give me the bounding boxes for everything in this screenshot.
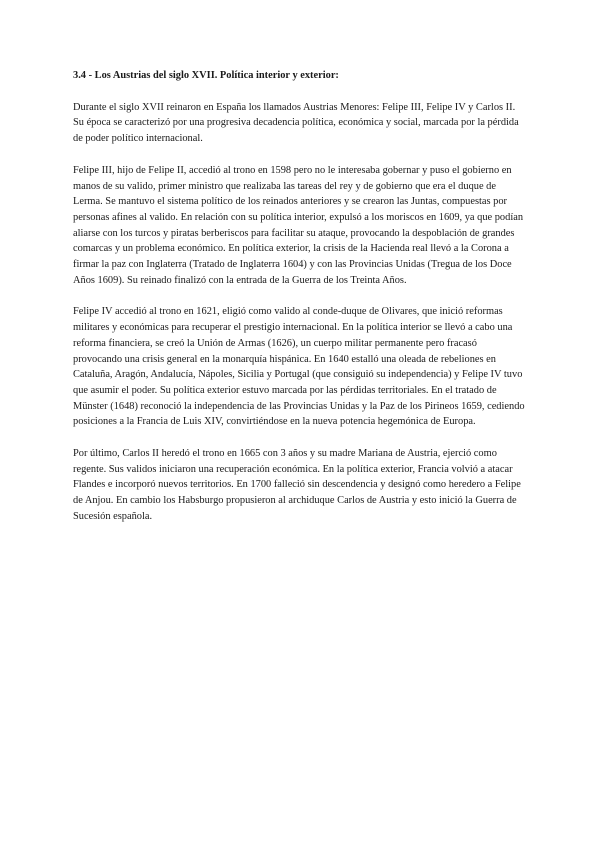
paragraph-intro: Durante el siglo XVII reinaron en España los llamados Austrias Menores: Felipe III, Felipe IV y Carlos II. Su época se caracterizó por una progresiva decadencia política, económica y social, marcada por la pérdida de poder político internacional. bbox=[73, 101, 519, 145]
paragraph-felipe-iii: Felipe III, hijo de Felipe II, accedió al trono en 1598 pero no le interesaba gobernar y puso el gobierno en manos de su valido, primer ministro que realizaba las tareas del rey y de gobierno que era el duque de Lerma. Se mantuvo el sistema político de los reinados anteriores y se crearon las Juntas, compuestas por personas afines al valido. En relación con su política interior, expulsó a los moriscos en 1609, ya que podían aliarse con los turcos y piratas berberiscos para facilitar su ataque, provocando la despoblación de grandes comarcas y un problema económico. En política exterior, la crisis de la Hacienda real llevó a la Corona a firmar la paz con Inglaterra (Tratado de Inglaterra 1604) y con las Provincias Unidas (Tregua de los Doce Años 1609). Su reinado finalizó con la entrada de la Guerra de los Treinta Años. bbox=[73, 164, 524, 286]
section-heading: 3.4 - Los Austrias del siglo XVII. Política interior y exterior: bbox=[73, 70, 339, 81]
paragraph-carlos-ii: Por último, Carlos II heredó el trono en 1665 con 3 años y su madre Mariana de Austria, ejerció como regente. Sus validos iniciaron una recuperación económica. En la política exterior, Francia volvió a atacar Flandes e incorporó nuevos territorios. En 1700 falleció sin descendencia y designó como heredero a Felipe de Anjou. En cambio los Habsburgo propusieron al archiduque Carlos de Austria y esto inició la Guerra de Sucesión española. bbox=[73, 448, 521, 522]
paragraph-felipe-iv: Felipe IV accedió al trono en 1621, eligió como valido al conde-duque de Olivares, que inició reformas militares y económicas para recuperar el prestigio internacional. En la política interior se llevó a cabo una reforma financiera, se creó la Unión de Armas (1626), un cuerpo militar permanente pero fracasó provocando una crisis general en la monarquía hispánica. En 1640 estalló una oleada de rebeliones en Cataluña, Aragón, Andalucía, Nápoles, Sicilia y Portugal (que consiguió su independencia) y Felipe IV tuvo que asumir el poder. Su política exterior estuvo marcada por las pérdidas territoriales. En el tratado de Münster (1648) reconoció la independencia de las Provincias Unidas y la Paz de los Pirineos 1659, cediendo posiciones a la Francia de Luis XIV, convirtiéndose en la nueva potencia hegemónica de Europa. bbox=[73, 306, 525, 428]
document-body bbox=[73, 68, 525, 541]
